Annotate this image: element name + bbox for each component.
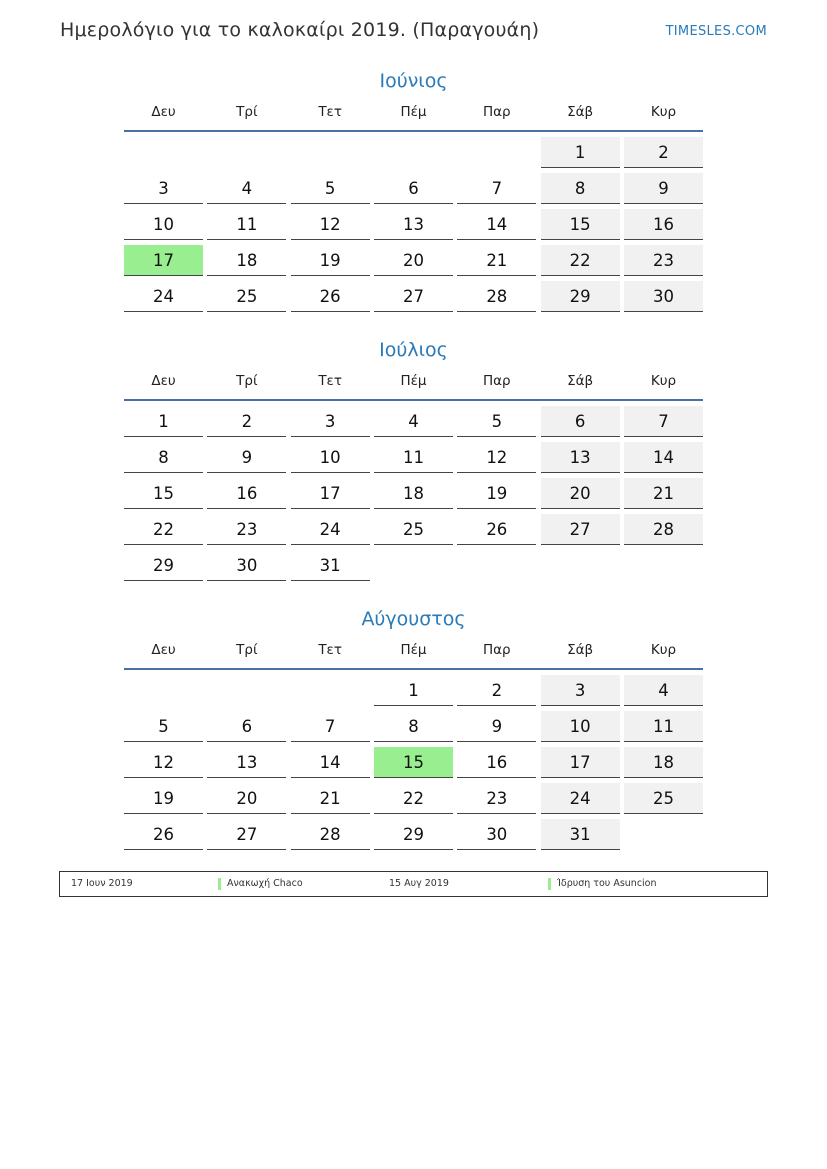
day-cell: 10 xyxy=(291,442,370,473)
day-cell: 22 xyxy=(541,245,620,276)
day-cell: 13 xyxy=(541,442,620,473)
day-cell: 19 xyxy=(291,245,370,276)
empty-cell xyxy=(374,137,453,168)
weekday-header xyxy=(124,363,703,401)
days-grid xyxy=(124,670,703,855)
holiday-day-cell: 15 xyxy=(374,747,453,778)
day-cell: 1 xyxy=(124,406,203,437)
day-cell: 26 xyxy=(457,514,536,545)
holiday-marker xyxy=(218,878,221,890)
day-cell: 25 xyxy=(374,514,453,545)
day-cell: 20 xyxy=(374,245,453,276)
day-cell: 2 xyxy=(624,137,703,168)
day-cell: 27 xyxy=(374,281,453,312)
month-title: Ιούνιος xyxy=(379,70,448,92)
day-cell: 9 xyxy=(457,711,536,742)
empty-cell xyxy=(207,675,286,706)
day-cell: 25 xyxy=(624,783,703,814)
day-cell: 19 xyxy=(457,478,536,509)
weekday-label: Πέμ xyxy=(400,104,427,120)
day-cell: 31 xyxy=(291,550,370,581)
month-july xyxy=(124,337,703,586)
day-cell: 20 xyxy=(207,783,286,814)
day-cell: 11 xyxy=(624,711,703,742)
legend-date: 15 Αυγ 2019 xyxy=(389,878,449,889)
weekday-label: Πέμ xyxy=(400,642,427,658)
empty-cell xyxy=(291,137,370,168)
weekday-header xyxy=(124,94,703,132)
day-cell: 6 xyxy=(541,406,620,437)
empty-cell xyxy=(291,675,370,706)
day-cell: 8 xyxy=(374,711,453,742)
day-cell: 8 xyxy=(124,442,203,473)
day-cell: 3 xyxy=(541,675,620,706)
weekday-label: Παρ xyxy=(483,642,511,658)
weekday-label: Τρί xyxy=(236,104,258,120)
day-cell: 13 xyxy=(374,209,453,240)
day-cell: 26 xyxy=(291,281,370,312)
weekday-label: Τρί xyxy=(236,642,258,658)
days-grid xyxy=(124,401,703,586)
day-cell: 7 xyxy=(457,173,536,204)
day-cell: 4 xyxy=(207,173,286,204)
day-cell: 10 xyxy=(541,711,620,742)
day-cell: 7 xyxy=(291,711,370,742)
day-cell: 4 xyxy=(374,406,453,437)
weekday-label: Δευ xyxy=(151,104,176,120)
weekday-label: Σάβ xyxy=(567,642,594,658)
day-cell: 7 xyxy=(624,406,703,437)
day-cell: 27 xyxy=(541,514,620,545)
day-cell: 30 xyxy=(207,550,286,581)
month-june xyxy=(124,68,703,317)
day-cell: 8 xyxy=(541,173,620,204)
month-title: Ιούλιος xyxy=(379,339,448,361)
holiday-marker xyxy=(548,878,551,890)
day-cell: 21 xyxy=(291,783,370,814)
day-cell: 29 xyxy=(541,281,620,312)
page-title: Ημερολόγιο για το καλοκαίρι 2019. (Παραγουάη) xyxy=(60,19,540,41)
day-cell: 4 xyxy=(624,675,703,706)
day-cell: 23 xyxy=(207,514,286,545)
day-cell: 24 xyxy=(541,783,620,814)
day-cell: 24 xyxy=(124,281,203,312)
day-cell: 27 xyxy=(207,819,286,850)
day-cell: 18 xyxy=(207,245,286,276)
day-cell: 30 xyxy=(457,819,536,850)
day-cell: 19 xyxy=(124,783,203,814)
weekday-label: Τετ xyxy=(318,104,342,120)
day-cell: 17 xyxy=(291,478,370,509)
day-cell: 12 xyxy=(124,747,203,778)
day-cell: 15 xyxy=(124,478,203,509)
day-cell: 10 xyxy=(124,209,203,240)
day-cell: 3 xyxy=(124,173,203,204)
day-cell: 29 xyxy=(124,550,203,581)
legend-holiday-name: Ανακωχή Chaco xyxy=(227,878,303,889)
empty-cell xyxy=(457,137,536,168)
day-cell: 28 xyxy=(457,281,536,312)
day-cell: 3 xyxy=(291,406,370,437)
day-cell: 2 xyxy=(207,406,286,437)
day-cell: 11 xyxy=(374,442,453,473)
day-cell: 12 xyxy=(291,209,370,240)
weekday-label: Τετ xyxy=(318,642,342,658)
weekday-label: Σάβ xyxy=(567,104,594,120)
day-cell: 28 xyxy=(291,819,370,850)
day-cell: 23 xyxy=(624,245,703,276)
day-cell: 9 xyxy=(624,173,703,204)
days-grid xyxy=(124,132,703,317)
day-cell: 31 xyxy=(541,819,620,850)
day-cell: 22 xyxy=(374,783,453,814)
day-cell: 1 xyxy=(541,137,620,168)
day-cell: 16 xyxy=(457,747,536,778)
day-cell: 12 xyxy=(457,442,536,473)
day-cell: 30 xyxy=(624,281,703,312)
day-cell: 25 xyxy=(207,281,286,312)
day-cell: 14 xyxy=(457,209,536,240)
day-cell: 24 xyxy=(291,514,370,545)
day-cell: 15 xyxy=(541,209,620,240)
day-cell: 21 xyxy=(624,478,703,509)
day-cell: 14 xyxy=(291,747,370,778)
day-cell: 2 xyxy=(457,675,536,706)
day-cell: 9 xyxy=(207,442,286,473)
weekday-label: Κυρ xyxy=(650,642,677,658)
day-cell: 28 xyxy=(624,514,703,545)
weekday-label: Τρί xyxy=(236,373,258,389)
holiday-legend xyxy=(59,871,768,897)
month-august xyxy=(124,606,703,855)
day-cell: 5 xyxy=(124,711,203,742)
day-cell: 23 xyxy=(457,783,536,814)
weekday-label: Κυρ xyxy=(650,373,677,389)
day-cell: 20 xyxy=(541,478,620,509)
day-cell: 16 xyxy=(624,209,703,240)
weekday-label: Δευ xyxy=(151,373,176,389)
day-cell: 11 xyxy=(207,209,286,240)
weekday-label: Κυρ xyxy=(650,104,677,120)
day-cell: 6 xyxy=(374,173,453,204)
day-cell: 22 xyxy=(124,514,203,545)
weekday-header xyxy=(124,632,703,670)
day-cell: 5 xyxy=(457,406,536,437)
day-cell: 18 xyxy=(624,747,703,778)
weekday-label: Πέμ xyxy=(400,373,427,389)
day-cell: 29 xyxy=(374,819,453,850)
day-cell: 14 xyxy=(624,442,703,473)
day-cell: 6 xyxy=(207,711,286,742)
empty-cell xyxy=(207,137,286,168)
empty-cell xyxy=(124,137,203,168)
legend-date: 17 Ιουν 2019 xyxy=(71,878,133,889)
day-cell: 1 xyxy=(374,675,453,706)
day-cell: 16 xyxy=(207,478,286,509)
day-cell: 26 xyxy=(124,819,203,850)
weekday-label: Σάβ xyxy=(567,373,594,389)
weekday-label: Τετ xyxy=(318,373,342,389)
legend-holiday-name: Ίδρυση του Asuncion xyxy=(557,878,657,889)
day-cell: 17 xyxy=(541,747,620,778)
day-cell: 18 xyxy=(374,478,453,509)
day-cell: 5 xyxy=(291,173,370,204)
weekday-label: Παρ xyxy=(483,373,511,389)
weekday-label: Παρ xyxy=(483,104,511,120)
month-title: Αύγουστος xyxy=(361,608,466,630)
holiday-day-cell: 17 xyxy=(124,245,203,276)
day-cell: 21 xyxy=(457,245,536,276)
empty-cell xyxy=(124,675,203,706)
weekday-label: Δευ xyxy=(151,642,176,658)
brand-link[interactable]: TIMESLES.COM xyxy=(665,24,767,39)
day-cell: 13 xyxy=(207,747,286,778)
